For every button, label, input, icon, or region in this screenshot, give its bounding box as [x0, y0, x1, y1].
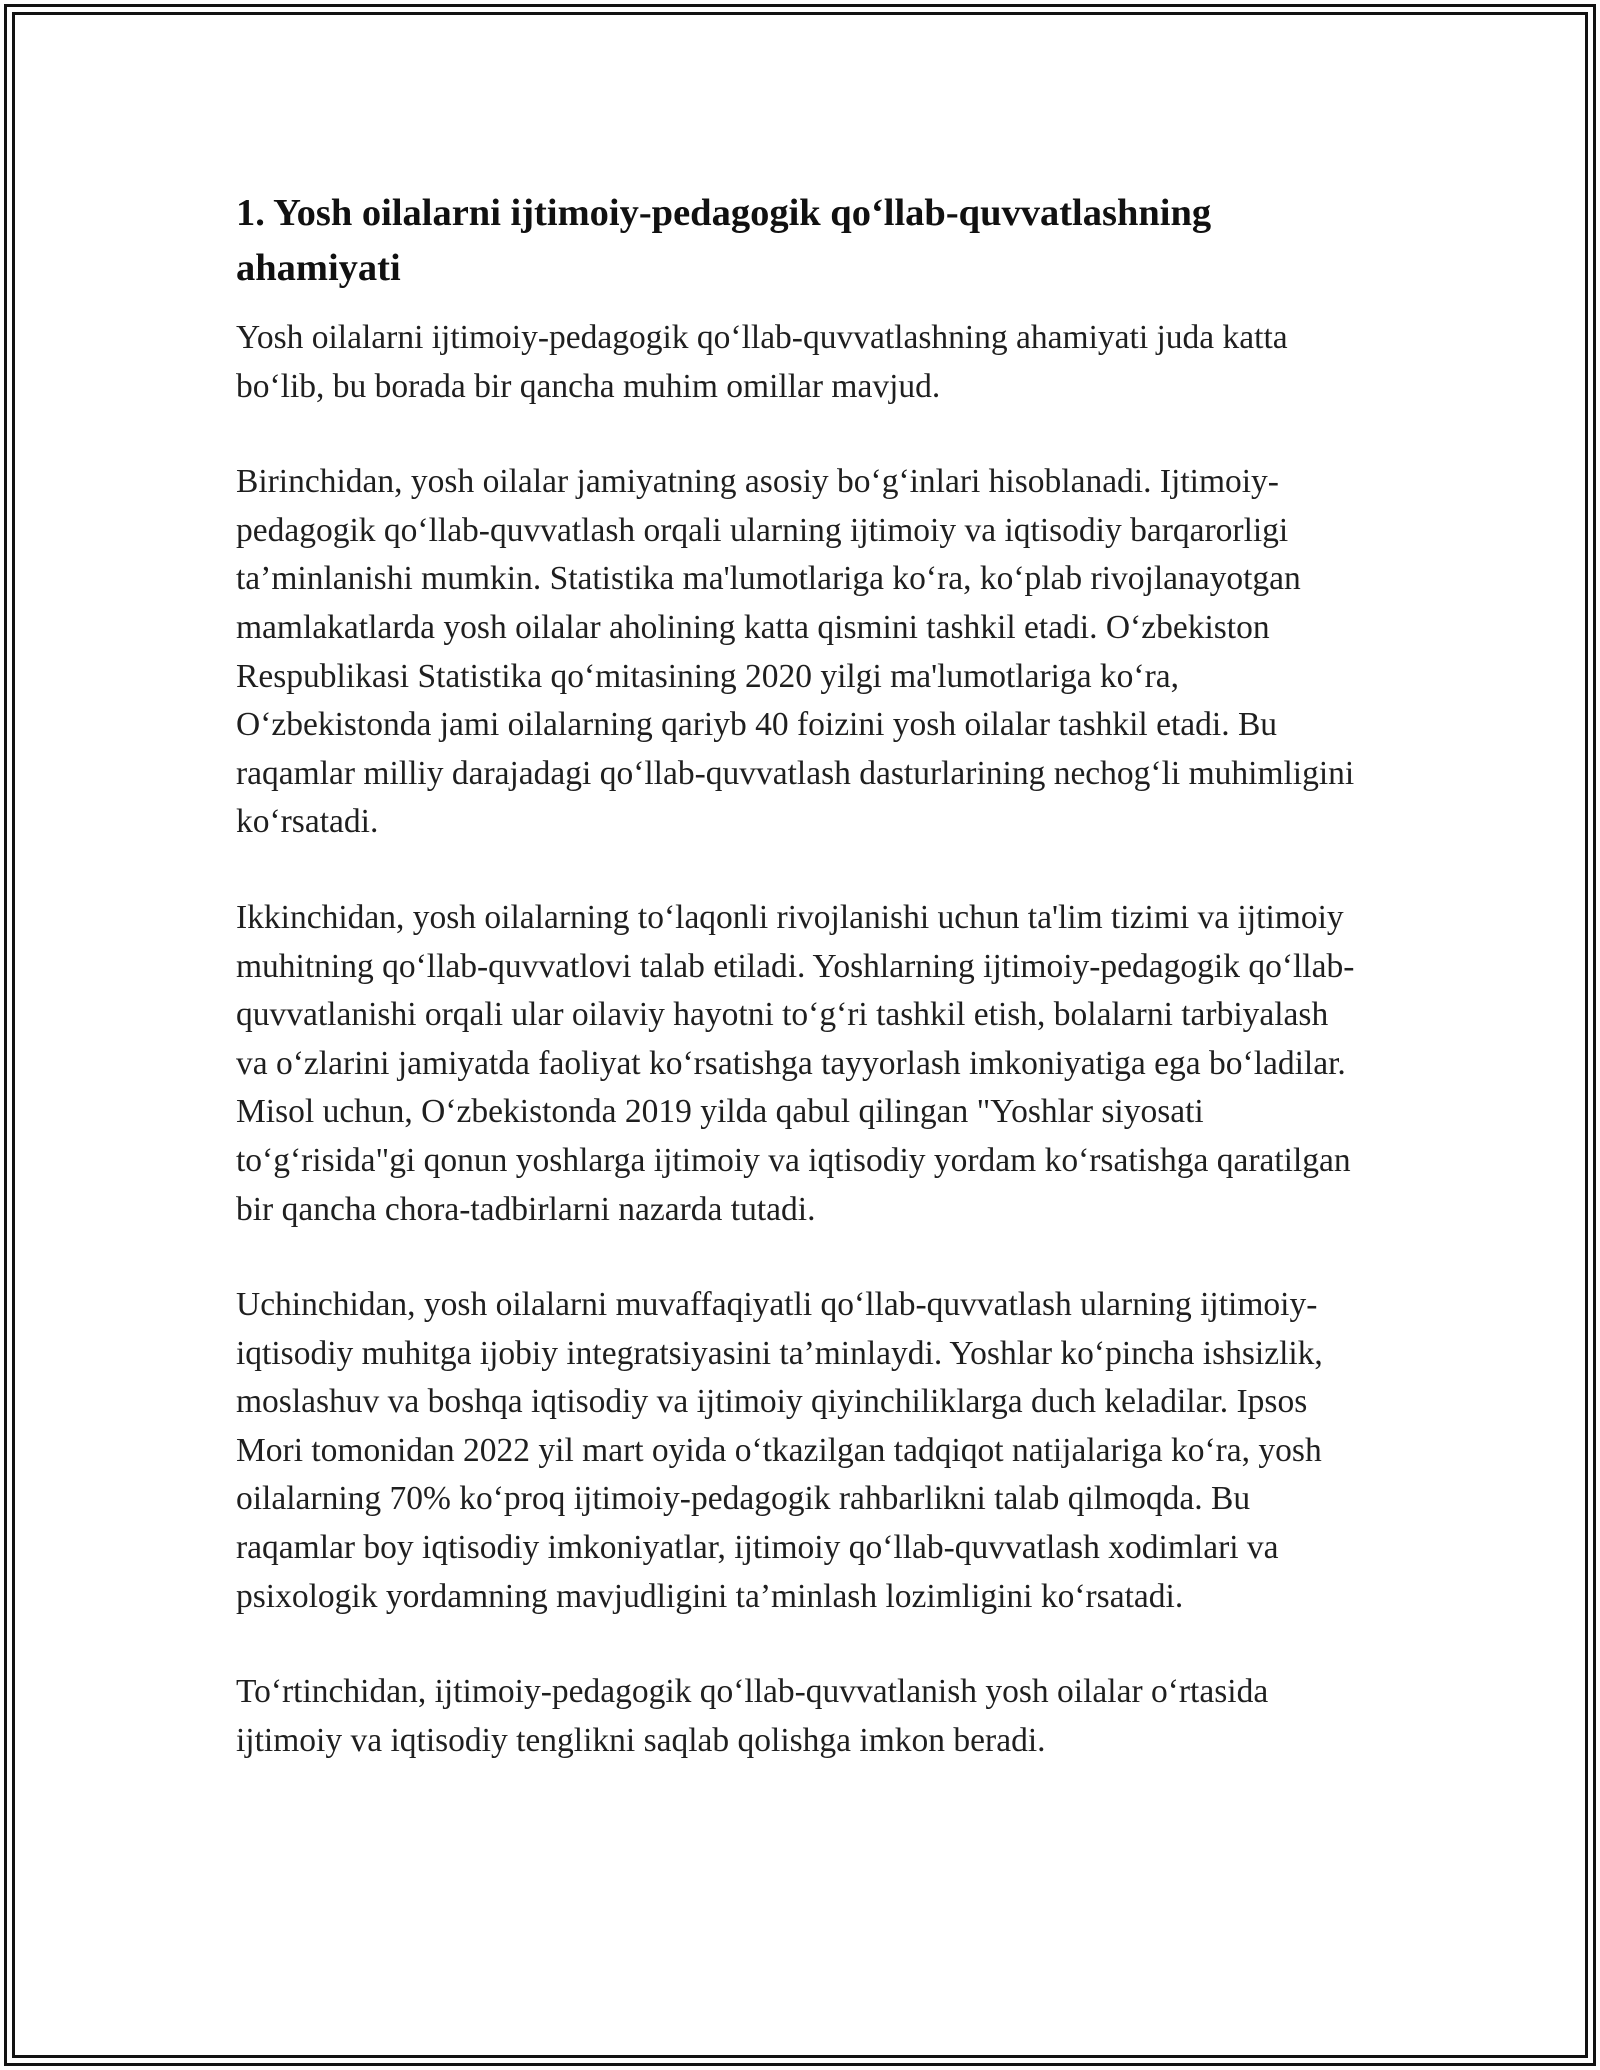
section-title: 1. Yosh oilalarni ijtimoiy-pedagogik qo‘llab-quvvatlashning ahamiyati	[236, 192, 1212, 289]
paragraph-intro: Yosh oilalarni ijtimoiy-pedagogik qo‘llab-quvvatlashning ahamiyati juda katta bo‘lib, bu borada bir qancha muhim omillar mavjud.	[236, 319, 1288, 405]
paragraph-fourth-point: To‘rtinchidan, ijtimoiy-pedagogik qo‘llab-quvvatlanish yosh oilalar o‘rtasida ijtimoiy va iqtisodiy tenglikni saqlab qolishga imkon beradi.	[236, 1673, 1269, 1759]
document-body	[236, 186, 1366, 1765]
paragraph-third-point: Uchinchidan, yosh oilalarni muvaffaqiyatli qo‘llab-quvvatlash ularning ijtimoiy-iqtisodiy muhitga ijobiy integratsiyasini ta’minlaydi. Yoshlar ko‘pincha ishsizlik, moslashuv va boshqa iqtisodiy va ijtimoiy qiyinchiliklarga duch keladilar. Ipsos Mori tomonidan 2022 yil mart oyida o‘tkazilgan tadqiqot natijalariga ko‘ra, yosh oilalarning 70% ko‘proq ijtimoiy-pedagogik rahbarlikni talab qilmoqda. Bu raqamlar boy iqtisodiy imkoniyatlar, ijtimoiy qo‘llab-quvvatlash xodimlari va psixologik yordamning mavjudligini ta’minlash lozimligini ko‘rsatadi.	[236, 1286, 1323, 1615]
paragraph-second-point: Ikkinchidan, yosh oilalarning to‘laqonli rivojlanishi uchun ta'lim tizimi va ijtimoiy muhitning qo‘llab-quvvatlovi talab etiladi. Yoshlarning ijtimoiy-pedagogik qo‘llab-quvvatlanishi orqali ular oilaviy hayotni to‘g‘ri tashkil etish, bolalarni tarbiyalash va o‘zlarini jamiyatda faoliyat ko‘rsatishga tayyorlash imkoniyatiga ega bo‘ladilar. Misol uchun, O‘zbekistonda 2019 yilda qabul qilingan "Yoshlar siyosati to‘g‘risida"gi qonun yoshlarga ijtimoiy va iqtisodiy yordam ko‘rsatishga qaratilgan bir qancha chora-tadbirlarni nazarda tutadi.	[236, 898, 1355, 1228]
paragraph-first-point: Birinchidan, yosh oilalar jamiyatning asosiy bo‘g‘inlari hisoblanadi. Ijtimoiy-pedagogik qo‘llab-quvvatlash orqali ularning ijtimoiy va iqtisodiy barqarorligi ta’minlanishi mumkin. Statistika ma'lumotlariga ko‘ra, ko‘plab rivojlanayotgan mamlakatlarda yosh oilalar aholining katta qismini tashkil etadi. O‘zbekiston Respublikasi Statistika qo‘mitasining 2020 yilgi ma'lumotlariga ko‘ra, O‘zbekistonda jami oilalarning qariyb 40 foizini yosh oilalar tashkil etadi. Bu raqamlar milliy darajadagi qo‘llab-quvvatlash dasturlarining nechog‘li muhimligini ko‘rsatadi.	[236, 463, 1355, 841]
